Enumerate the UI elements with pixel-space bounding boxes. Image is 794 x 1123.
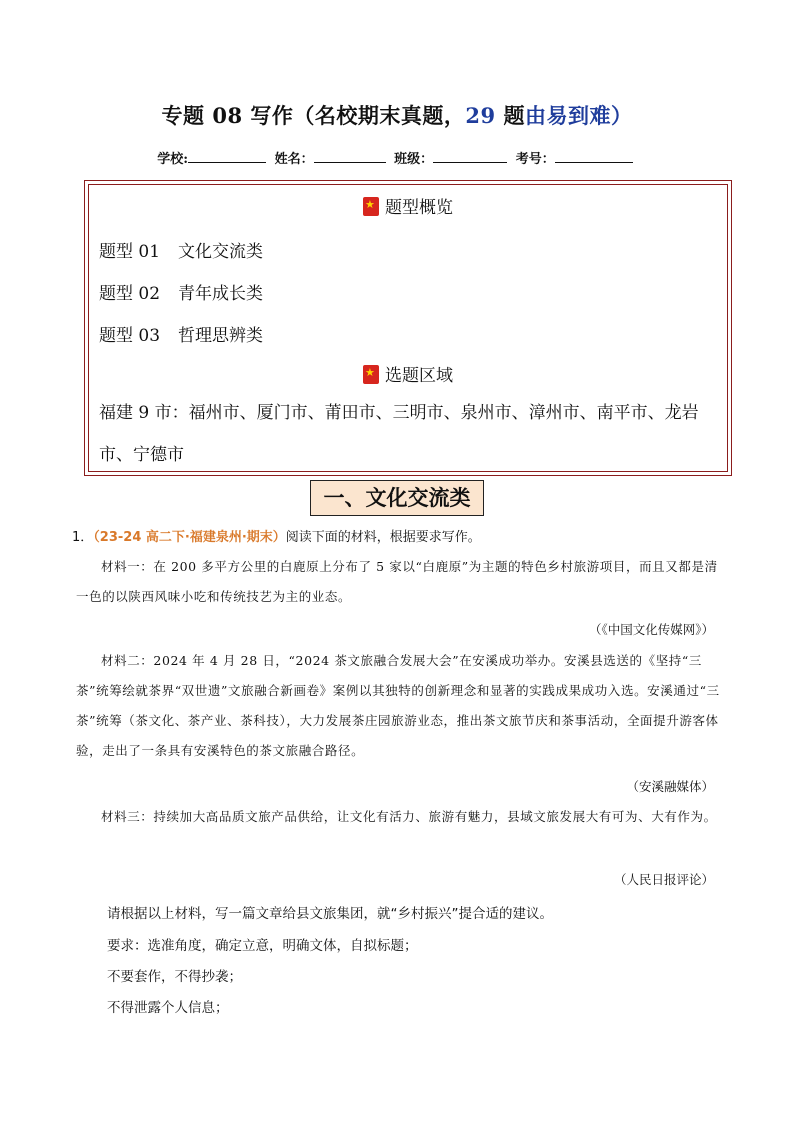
- class-field[interactable]: [433, 148, 507, 163]
- material-1: 材料一：在 200 多平方公里的白鹿原上分布了 5 家以“白鹿原”为主题的特色乡村旅游项目，而且又都是清一色的以陕西风味小吃和传统技艺为主的业态。: [76, 559, 718, 604]
- region-heading-text: 选题区域: [385, 366, 453, 386]
- type-name: 文化交流类: [178, 242, 264, 262]
- requirement-2: 不要套作，不得抄袭；: [107, 969, 242, 985]
- material-3: 材料三：持续加大高品质文旅产品供给，让文化有活力、旅游有魅力，县域文旅发展大有可为、大有作为。: [101, 809, 717, 824]
- material-2: 材料二：2024 年 4 月 28 日，“2024 茶文旅融合发展大会”在安溪成功举办。安溪县选送的《坚持“三茶”统筹绘就茶界“双世遗”文旅融合新画卷》案例以其独特的创新理念和显著的实践成果成功入选。安溪通过“三茶”统筹（茶文化、茶产业、茶科技），大力发展茶庄园旅游业态，推出茶文旅节庆和茶事活动，全面提升游客体验，走出了一条具有安溪特色的茶文旅融合路径。: [76, 653, 720, 758]
- type-code: 题型 02: [99, 284, 161, 304]
- page-title: [0, 100, 794, 130]
- type-code: 题型 01: [99, 242, 161, 262]
- citation-2: （安溪融媒体）: [626, 779, 714, 794]
- school-label: 学校:: [157, 152, 189, 167]
- book-icon: ★: [363, 197, 379, 216]
- name-field[interactable]: [314, 148, 386, 163]
- overview-heading-text: 题型概览: [385, 198, 453, 218]
- class-label: 班级：: [394, 152, 434, 167]
- overview-box-inner: [88, 184, 728, 472]
- type-name: 青年成长类: [178, 284, 264, 304]
- title-suffix: 由易到难）: [524, 103, 633, 128]
- book-icon: ★: [363, 365, 379, 384]
- overview-box: [84, 180, 732, 476]
- type-row-3: [99, 321, 263, 346]
- question-source: （23-24 高二下·福建泉州·期末）: [93, 530, 286, 545]
- exam-no-label: 考号：: [515, 152, 555, 167]
- region-heading: [89, 361, 727, 386]
- type-row-1: [99, 237, 263, 262]
- title-prefix: 专题 08 写作（名校期末真题，: [161, 103, 466, 128]
- title-middle: 题: [495, 103, 525, 128]
- citation-3: （人民日报评论）: [613, 872, 714, 887]
- type-code: 题型 03: [99, 326, 161, 346]
- type-name: 哲理思辨类: [178, 326, 264, 346]
- title-count: 29: [465, 103, 496, 128]
- requirement-1: 要求：选准角度，确定立意，明确文体，自拟标题；: [107, 938, 418, 954]
- school-field[interactable]: [188, 148, 266, 163]
- name-label: 姓名：: [274, 152, 314, 167]
- student-info-line: [0, 148, 794, 167]
- region-text: 福建 9 市：福州市、厦门市、莆田市、三明市、泉州市、漳州市、南平市、龙岩市、宁德市: [99, 403, 699, 465]
- question-prompt: 阅读下面的材料，根据要求写作。: [285, 530, 481, 545]
- question-header: [72, 526, 481, 545]
- exam-no-field[interactable]: [555, 148, 633, 163]
- type-row-2: [99, 279, 263, 304]
- citation-1: （《中国文化传媒网》）: [588, 622, 714, 637]
- writing-instruction: 请根据以上材料，写一篇文章给县文旅集团，就“乡村振兴”提合适的建议。: [107, 906, 553, 922]
- section-title: 一、文化交流类: [310, 480, 484, 516]
- requirement-3: 不得泄露个人信息；: [107, 1000, 229, 1016]
- question-number: 1．: [72, 530, 94, 545]
- overview-heading: [89, 193, 727, 218]
